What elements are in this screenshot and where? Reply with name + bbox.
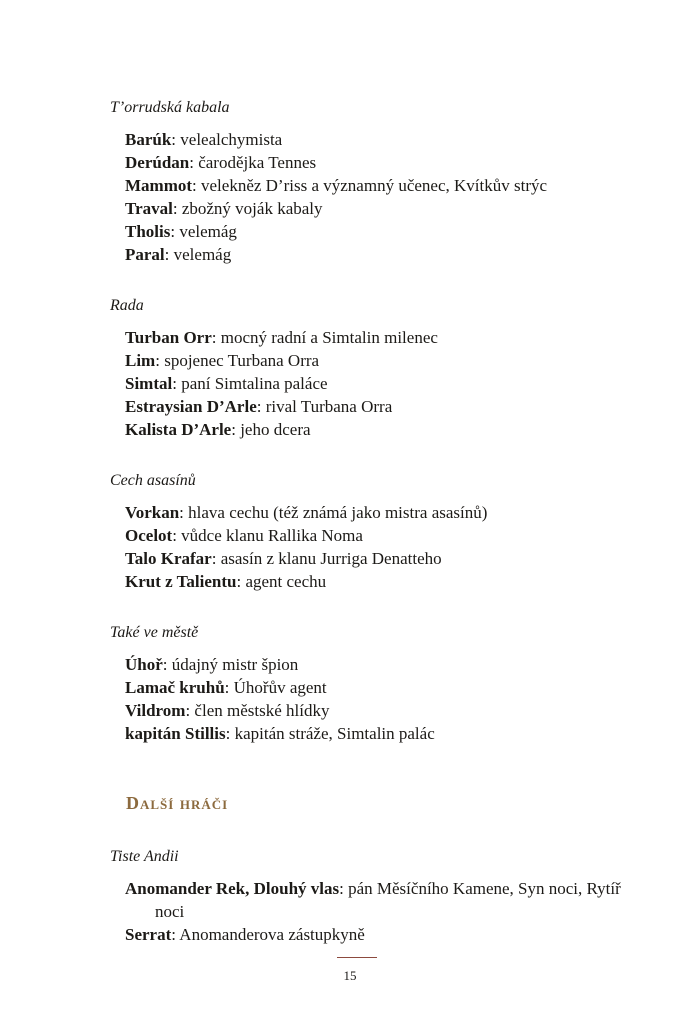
character-name: Lamač kruhů xyxy=(125,678,225,697)
list-item xyxy=(125,877,630,923)
list-item xyxy=(125,547,650,570)
list-item xyxy=(125,372,650,395)
character-desc: : velekněz D’riss a významný učenec, Kvítkův strýc xyxy=(192,176,548,195)
list-item xyxy=(125,722,650,745)
character-name: Lim xyxy=(125,351,156,370)
entry-list xyxy=(125,877,630,946)
section-title: Další hráči xyxy=(126,793,229,813)
entry-list xyxy=(125,128,650,266)
character-desc: : agent cechu xyxy=(236,572,327,591)
character-name: Anomander Rek, Dlouhý vlas xyxy=(125,879,340,898)
list-item xyxy=(125,524,650,547)
character-name: Serrat xyxy=(125,925,172,944)
entry-list xyxy=(125,326,650,441)
group-torrudska-kabala xyxy=(110,97,650,266)
character-name: Vorkan xyxy=(125,503,180,522)
entry-list xyxy=(125,653,650,745)
entry-list xyxy=(125,501,650,593)
character-desc: : velemág xyxy=(170,222,237,241)
character-desc: : Anomanderova zástupkyně xyxy=(171,925,365,944)
list-item xyxy=(125,326,650,349)
character-desc: : velealchymista xyxy=(171,130,283,149)
list-item xyxy=(125,699,650,722)
character-desc: : jeho dcera xyxy=(231,420,311,439)
character-name: Barúk xyxy=(125,130,172,149)
character-desc: : pán Měsíčního Kamene, Syn noci, Rytíř noci xyxy=(155,879,621,921)
list-item xyxy=(125,501,650,524)
character-desc: : rival Turbana Orra xyxy=(256,397,393,416)
character-list xyxy=(110,97,650,745)
character-name: Turban Orr xyxy=(125,328,212,347)
character-list-2 xyxy=(110,846,650,946)
list-item xyxy=(125,676,650,699)
character-desc: : člen městské hlídky xyxy=(185,701,330,720)
character-desc: : hlava cechu (též známá jako mistra asasínů) xyxy=(179,503,488,522)
character-name: Vildrom xyxy=(125,701,186,720)
group-take-ve-meste xyxy=(110,622,650,745)
character-desc: : čarodějka Tennes xyxy=(189,153,317,172)
character-name: Ocelot xyxy=(125,526,173,545)
character-desc: : mocný radní a Simtalin milenec xyxy=(211,328,438,347)
list-item xyxy=(125,220,650,243)
character-desc: : údajný mistr špion xyxy=(162,655,299,674)
group-rada xyxy=(110,295,650,441)
list-item xyxy=(125,570,650,593)
character-desc: : kapitán stráže, Simtalin palác xyxy=(225,724,435,743)
list-item xyxy=(125,151,650,174)
group-heading: Rada xyxy=(110,297,144,314)
character-name: Mammot xyxy=(125,176,193,195)
footer-rule xyxy=(337,957,377,958)
list-item xyxy=(125,243,650,266)
character-desc: : Úhořův agent xyxy=(224,678,327,697)
character-desc: : zbožný voják kabaly xyxy=(172,199,323,218)
list-item xyxy=(125,197,650,220)
list-item xyxy=(125,923,630,946)
list-item xyxy=(125,653,650,676)
group-heading: Cech asasínů xyxy=(110,472,196,489)
character-name: Krut z Talientu xyxy=(125,572,237,591)
character-desc: : vůdce klanu Rallika Noma xyxy=(172,526,363,545)
list-item xyxy=(125,174,650,197)
character-name: kapitán Stillis xyxy=(125,724,226,743)
group-heading: Také ve městě xyxy=(110,624,199,641)
character-desc: : velemág xyxy=(164,245,232,264)
character-name: Derúdan xyxy=(125,153,190,172)
character-desc: : paní Simtalina paláce xyxy=(172,374,328,393)
character-name: Estraysian D’Arle xyxy=(125,397,257,416)
group-heading: Tiste Andii xyxy=(110,848,179,865)
list-item xyxy=(125,128,650,151)
character-name: Traval xyxy=(125,199,173,218)
list-item xyxy=(125,418,650,441)
character-name: Úhoř xyxy=(125,655,163,674)
list-item xyxy=(125,349,650,372)
list-item xyxy=(125,395,650,418)
character-name: Simtal xyxy=(125,374,173,393)
page-number: 15 xyxy=(343,968,357,983)
character-desc: : asasín z klanu Jurriga Denatteho xyxy=(211,549,442,568)
character-name: Talo Krafar xyxy=(125,549,212,568)
character-desc: : spojenec Turbana Orra xyxy=(155,351,320,370)
group-tiste-andii xyxy=(110,846,650,946)
group-cech-asasinu xyxy=(110,470,650,593)
character-name: Kalista D’Arle xyxy=(125,420,232,439)
group-heading: T’orrudská kabala xyxy=(110,99,230,116)
character-name: Tholis xyxy=(125,222,171,241)
character-name: Paral xyxy=(125,245,165,264)
